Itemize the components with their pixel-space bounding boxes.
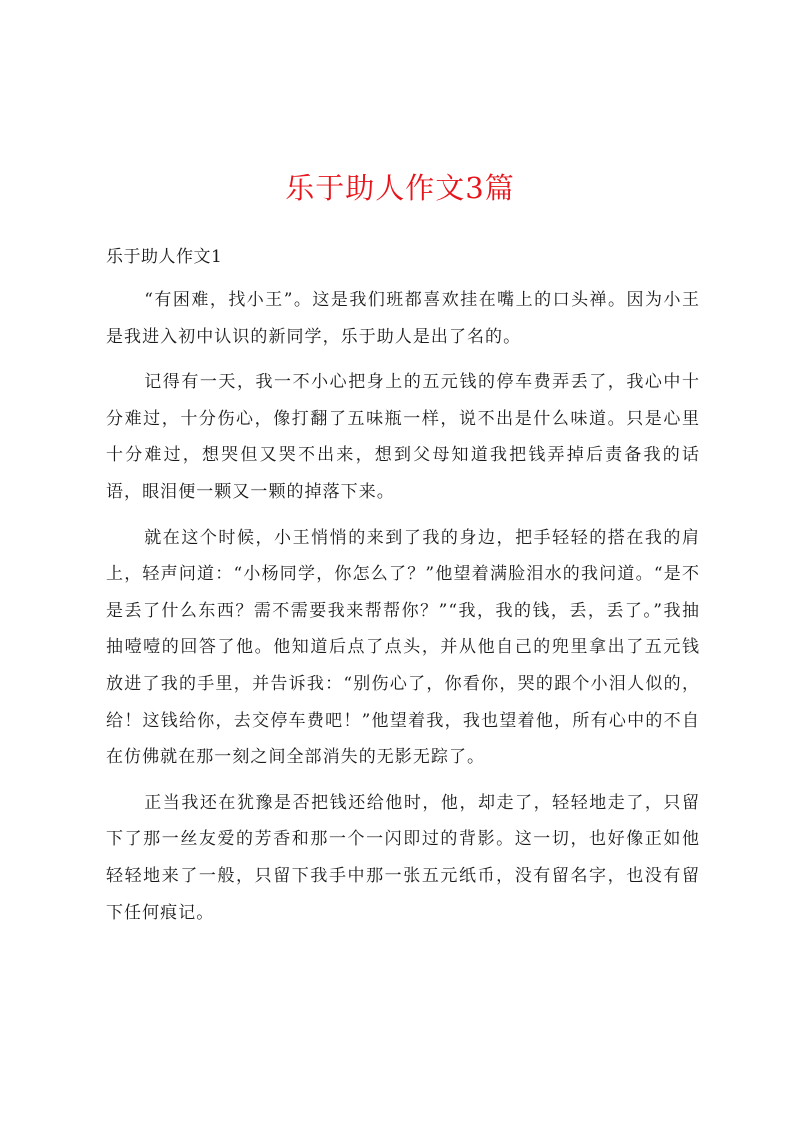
paragraph-1: “有困难，找小王”。这是我们班都喜欢挂在嘴上的口头禅。因为小王是我进入初中认识的新同学，乐于助人是出了名的。: [106, 290, 700, 347]
paragraph-3: 就在这个时候，小王悄悄的来到了我的身边，把手轻轻的搭在我的肩上，轻声问道：“小杨同学，你怎么了？”他望着满脸泪水的我问道。“是不是丢了什么东西？需不需要我来帮帮你？”“我，我的钱，丢，丢了。”我抽抽噎噎的回答了他。他知道后点了点头，并从他自己的兜里拿出了五元钱放进了我的手里，并告诉我：“别伤心了，你看你，哭的跟个小泪人似的，给！这钱给你，去交停车费吧！”他望着我，我也望着他，所有心中的不自在仿佛就在那一刻之间全部消失的无影无踪了。: [106, 527, 700, 768]
paragraph-2: 记得有一天，我一不小心把身上的五元钱的停车费弄丢了，我心中十分难过，十分伤心，像打翻了五味瓶一样，说不出是什么味道。只是心里十分难过，想哭但又哭不出来，想到父母知道我把钱弄掉后责备我的话语，眼泪便一颗又一颗的掉落下来。: [106, 372, 700, 502]
section-heading: 乐于助人作文1: [106, 247, 223, 267]
paragraph-4: 正当我还在犹豫是否把钱还给他时，他，却走了，轻轻地走了，只留下了那一丝友爱的芳香和那一个一闪即过的背影。这一切，也好像正如他轻轻地来了一般，只留下我手中那一张五元纸币，没有留名字，也没有留下任何痕记。: [106, 792, 700, 923]
document-body: [106, 243, 700, 940]
page-title: 乐于助人作文3篇: [285, 171, 515, 205]
